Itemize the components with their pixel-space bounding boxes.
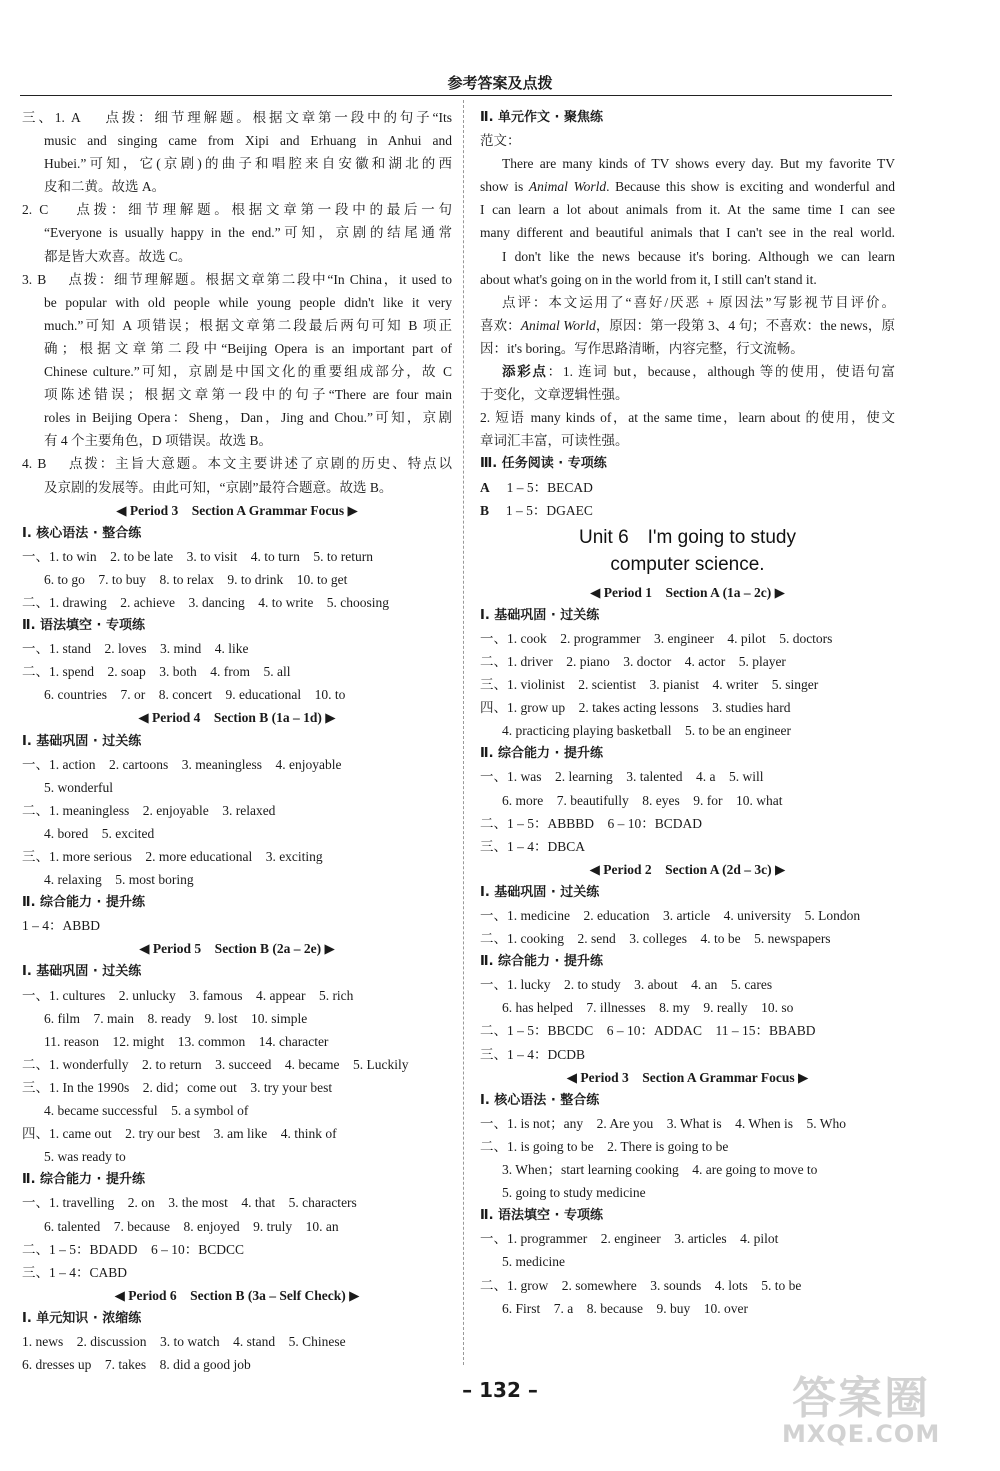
period-heading: ◀ Period 2 Section A (2d – 3c) ▶ [589,861,786,877]
text-line: 一、1. programmer 2. engineer 3. articles 4. pilot [480,1231,779,1247]
text-line: 6. more 7. beautifully 8. eyes 9. for 10. what [502,792,783,808]
text-line: 6. talented 7. because 8. enjoyed 9. truly 10. an [44,1218,339,1234]
unit-title-line1: Unit 6 I'm going to study [579,526,796,548]
text-line: 添彩点：1. 连词 but，because，although 等的使用，使语句富 [502,364,895,380]
text-line: 一、1. travelling 2. on 3. the most 4. that 5. characters [22,1195,357,1211]
text-line: 二、1. spend 2. soap 3. both 4. from 5. all [22,664,291,680]
period-heading: ◀ Period 1 Section A (1a – 2c) ▶ [589,584,786,600]
text-line: 二、1. cooking 2. send 3. colleges 4. to be 5. newspapers [480,931,831,947]
text-line: 一、1. action 2. cartoons 3. meaningless 4. enjoyable [22,756,342,772]
right-bottom-section [480,581,895,1320]
text-line: I don't like the news because it's boring. Although we can learn [502,248,895,264]
text-line: A 1 – 5：BECAD [480,479,593,495]
text-line: 二、1 – 5：ABBBD 6 – 10：BCDAD [480,815,703,831]
right-top-section [480,106,895,522]
text-line: 二、1. grow 2. somewhere 3. sounds 4. lots 5. to be [480,1277,802,1293]
text-line: 6. dresses up 7. takes 8. did a good job [22,1357,251,1373]
section-heading: Ⅰ. 核心语法 · 整合练 [22,525,142,541]
text-line: 确；根据文章第二段中“Beijing Opera is an important part of [44,340,452,356]
text-line: 皮和二黄。故选 A。 [44,179,166,195]
page-number: – 132 – [462,1378,538,1402]
text-line: 项陈述错误；根据文章第一段中的句子“There are four main [44,387,452,403]
text-line: 6. to go 7. to buy 8. to relax 9. to drink 10. to get [44,571,348,587]
period-heading: ◀ Period 4 Section B (1a – 1d) ▶ [138,710,336,726]
text-line: 6. countries 7. or 8. concert 9. educational 10. to [44,687,346,703]
text-line: 范文： [480,133,521,149]
text-line: 5. wonderful [44,779,113,795]
text-line: 三、1. violinist 2. scientist 3. pianist 4. writer 5. singer [480,677,819,693]
section-heading: Ⅰ. 基础巩固 · 过关练 [22,733,142,749]
text-line: 三、1 – 4：DCDB [480,1046,586,1062]
text-line: I can learn a lot about animals from it. At the same time I can see [480,202,895,218]
text-line: Hubei.”可知，它(京剧)的曲子和唱腔来自安徽和湖北的西 [44,156,452,172]
text-line: 4. practicing playing basketball 5. to be an engineer [502,723,792,739]
text-line: 5. was ready to [44,1149,126,1165]
text-line: 5. going to study medicine [502,1185,646,1201]
text-line: 二、1. drawing 2. achieve 3. dancing 4. to write 5. choosing [22,594,390,610]
text-line: 一、1. is not；any 2. Are you 3. What is 4. When is 5. Who [480,1115,846,1131]
text-line: many different and beautiful animals that I can't see in the real world. [480,225,895,241]
header-rule [20,95,892,96]
text-line: much.”可知 A 项错误；根据文章第二段最后两句可知 B 项正 [44,317,452,333]
text-line: 喜欢：Animal World，原因：第一段第 3、4 句；不喜欢：the news，原 [480,317,895,333]
text-line: 一、1. lucky 2. to study 3. about 4. an 5. cares [480,977,773,993]
text-line: be popular with old people while young people didn't like it very [44,294,452,310]
text-line: music and singing came from Xipi and Erhuang in Anhui and [44,133,452,149]
text-line: 有 4 个主要角色，D 项错误。故选 B。 [44,433,273,449]
text-line: 二、1. is going to be 2. There is going to be [480,1138,729,1154]
text-line: 4. relaxing 5. most boring [44,872,194,888]
text-line: 2. C 点拨：细节理解题。根据文章第一段中的最后一句 [22,202,452,218]
section-heading: Ⅰ. 基础巩固 · 过关练 [480,607,600,623]
section-heading: Ⅱ. 综合能力 · 提升练 [480,954,604,970]
text-line: 三、1 – 4：DBCA [480,838,586,854]
period-heading: ◀ Period 5 Section B (2a – 2e) ▶ [139,941,335,957]
text-line: 1 – 4：ABBD [22,918,101,934]
text-line: 4. B 点拨：主旨大意题。本文主要讲述了京剧的历史、特点以 [22,456,452,472]
period-heading: ◀ Period 3 Section A Grammar Focus ▶ [116,502,358,518]
unit-title [480,524,895,578]
watermark-logo [782,1373,941,1449]
text-line: 二、1. driver 2. piano 3. doctor 4. actor 5. player [480,653,786,669]
text-line: B 1 – 5：DGAEC [480,502,593,518]
text-line: 都是皆大欢喜。故选 C。 [44,248,192,264]
page-header: 参考答案及点拨 [447,74,553,92]
text-line: 3. When；start learning cooking 4. are going to move to [502,1162,818,1178]
text-line: 及京剧的发展等。由此可知，“京剧”最符合题意。故选 B。 [44,479,393,495]
section-heading: Ⅲ. 任务阅读 · 专项练 [480,456,607,472]
text-line: 二、1 – 5：BBCDC 6 – 10：ADDAC 11 – 15：BBABD [480,1023,816,1039]
text-line: show is Animal World. Because this show is exciting and wonderful and [480,179,895,195]
text-line: 一、1. to win 2. to be late 3. to visit 4. to turn 5. to return [22,548,373,564]
text-line: 二、1 – 5：BDADD 6 – 10：BCDCC [22,1241,245,1257]
text-line: 章词汇丰富，可读性强。 [480,433,629,449]
section-heading: Ⅱ. 综合能力 · 提升练 [480,746,604,762]
text-line: 6. First 7. a 8. because 9. buy 10. over [502,1300,748,1316]
left-column [22,106,452,1376]
text-line: about what's going on in the world from it, I still can't stand it. [480,271,817,287]
unit-title-line2: computer science. [610,553,765,575]
text-line: “Everyone is usually happy in the end.”可知，京剧的结尾通常 [44,225,452,241]
text-line: 一、1. medicine 2. education 3. article 4. university 5. London [480,908,861,923]
text-line: 三、1. A 点拨：细节理解题。根据文章第一段中的句子“Its [22,110,452,125]
section-heading: Ⅰ. 基础巩固 · 过关练 [22,964,142,980]
text-line: 6. has helped 7. illnesses 8. my 9. really 10. so [502,1000,794,1016]
section-heading: Ⅱ. 综合能力 · 提升练 [22,1172,146,1188]
text-line: 3. B 点拨：细节理解题。根据文章第二段中“In China，it used to [22,271,452,287]
section-heading: Ⅰ. 核心语法 · 整合练 [480,1092,600,1108]
text-line: Chinese culture.”可知，京剧是中国文化的重要组成部分，故 C [44,364,452,380]
text-line: 一、1. cultures 2. unlucky 3. famous 4. appear 5. rich [22,987,354,1003]
text-line: 四、1. grow up 2. takes acting lessons 3. studies hard [480,700,791,716]
section-heading: Ⅱ. 单元作文 · 聚焦练 [480,110,604,125]
watermark-text: 答案圈 [792,1373,931,1424]
watermark-url: MXQE.COM [782,1420,941,1449]
section-heading: Ⅱ. 语法填空 · 专项练 [22,618,146,634]
text-line: 2. 短语 many kinds of，at the same time，learn about 的使用，使文 [480,410,895,426]
text-line: 1. news 2. discussion 3. to watch 4. stand 5. Chinese [22,1333,346,1349]
text-line: roles in Beijing Opera：Sheng，Dan，Jing and Chou.”可知，京剧 [44,410,452,426]
text-line: 6. film 7. main 8. ready 9. lost 10. simple [44,1010,308,1026]
column-divider [463,100,464,1365]
text-line: 三、1. more serious 2. more educational 3. exciting [22,849,323,864]
text-line: 一、1. stand 2. loves 3. mind 4. like [22,641,249,657]
text-line: 三、1 – 4：CABD [22,1264,128,1280]
text-line: 二、1. wonderfully 2. to return 3. succeed 4. became 5. Luckily [22,1056,409,1072]
period-heading: ◀ Period 3 Section A Grammar Focus ▶ [566,1069,809,1085]
section-heading: Ⅱ. 综合能力 · 提升练 [22,895,146,911]
text-line: 三、1. In the 1990s 2. did；come out 3. try your best [22,1079,333,1095]
text-line: 5. medicine [502,1254,565,1270]
text-line: 四、1. came out 2. try our best 3. am like 4. think of [22,1126,337,1142]
text-line: 二、1. meaningless 2. enjoyable 3. relaxed [22,802,276,818]
section-heading: Ⅰ. 单元知识 · 浓缩练 [22,1310,142,1326]
text-line: 一、1. cook 2. programmer 3. engineer 4. pilot 5. doctors [480,630,833,646]
right-column [480,106,895,1320]
text-line: There are many kinds of TV shows every day. But my favorite TV [502,156,895,172]
text-line: 于变化，文章逻辑性强。 [480,387,629,403]
text-line: 4. became successful 5. a symbol of [44,1103,249,1119]
section-heading: Ⅰ. 基础巩固 · 过关练 [480,884,600,900]
text-line: 4. bored 5. excited [44,825,155,841]
text-line: 11. reason 12. might 13. common 14. character [44,1033,329,1049]
period-heading: ◀ Period 6 Section B (3a – Self Check) ▶ [114,1287,360,1303]
text-line: 一、1. was 2. learning 3. talented 4. a 5. will [480,769,764,785]
section-heading: Ⅱ. 语法填空 · 专项练 [480,1208,604,1224]
text-line: 因：it's boring。写作思路清晰，内容完整，行文流畅。 [480,340,804,356]
text-line: 点评：本文运用了“喜好/厌恶 + 原因法”写影视节目评价。 [502,294,895,310]
